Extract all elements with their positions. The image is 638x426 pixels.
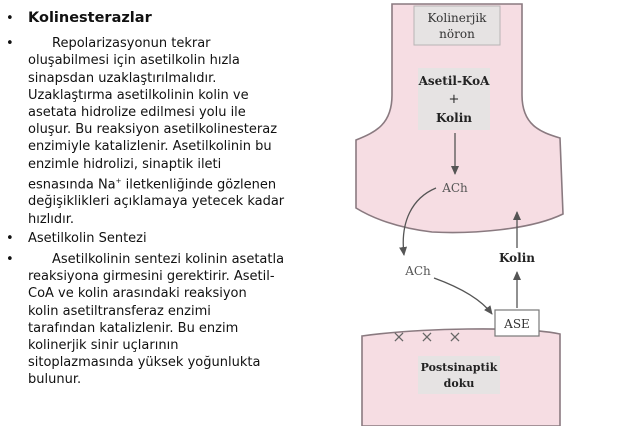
- kolin-cleft-label: Kolin: [498, 251, 536, 265]
- receptor-mark: ×: [448, 327, 462, 346]
- ach-inside-label: ACh: [442, 181, 468, 195]
- arrow-ach-to-ase: [434, 278, 492, 314]
- para1-line-na: esnasında Na+ iletkenliğinde gözlenen: [28, 176, 277, 193]
- heading-kolinesterazlar: Kolinesterazlar: [28, 10, 152, 26]
- para1-line: sinapsdan uzaklaştırılmalıdır.: [28, 70, 217, 86]
- para2-line: Asetilkolinin sentezi kolinin asetatla: [52, 251, 285, 267]
- na-superscript: +: [115, 176, 122, 185]
- para1-line: oluşabilmesi için asetilkolin hızla: [28, 53, 240, 69]
- para1-line: Repolarizasyonun tekrar: [52, 36, 211, 52]
- ach-cleft-label: ACh: [405, 264, 431, 278]
- para2-line: kolin asetiltransferaz enzimi: [28, 303, 211, 319]
- bullet-symbol: •: [6, 230, 14, 246]
- postsynaptic-label-line2: doku: [443, 377, 475, 390]
- para2-line: reaksiyona girmesini gerektirir. Asetil-: [28, 269, 275, 285]
- para1-line: asetata hidrolize edilmesi yolu ile: [28, 105, 246, 121]
- receptor-mark: ×: [420, 327, 434, 346]
- para1-line: değişiklikleri açıklamaya yetecek kadar: [28, 194, 285, 210]
- plus-sign: +: [448, 92, 460, 107]
- postsynaptic-label-line1: Postsinaptik: [420, 361, 498, 374]
- para1-line: Uzaklaştırma asetilkolinin kolin ve: [28, 87, 249, 103]
- heading-asetilkolin-sentezi: Asetilkolin Sentezi: [28, 230, 147, 246]
- para2-line: CoA ve kolin arasındaki reaksiyon: [28, 286, 247, 302]
- para2-line: bulunur.: [28, 372, 82, 388]
- para2-line: tarafından katalizlenir. Bu enzim: [28, 320, 239, 336]
- para2-line: kolinerjik sinir uçlarının: [28, 337, 179, 353]
- bullet-symbol: •: [6, 11, 14, 26]
- para1-line: hızlıdır.: [28, 211, 75, 227]
- receptor-mark: ×: [392, 327, 406, 346]
- acetyl-coa-label: Asetil-KoA: [418, 74, 490, 88]
- kolin-inside-label: Kolin: [435, 111, 473, 125]
- para1-line: oluşur. Bu reaksiyon asetilkolinesteraz: [28, 122, 278, 138]
- para1-line: enzimiyle katalizlenir. Asetilkolinin bu: [28, 139, 272, 155]
- neuron-label-line1: Kolinerjik: [427, 11, 487, 25]
- para2-line: sitoplazmasında yüksek yoğunlukta: [28, 355, 261, 371]
- para1-line: enzimle hidrolizi, sinaptik ileti: [28, 156, 222, 172]
- ase-label: ASE: [504, 317, 530, 331]
- bullet-symbol: •: [6, 36, 14, 52]
- bullet-symbol: •: [6, 251, 14, 267]
- neuron-label-line2: nöron: [439, 27, 475, 41]
